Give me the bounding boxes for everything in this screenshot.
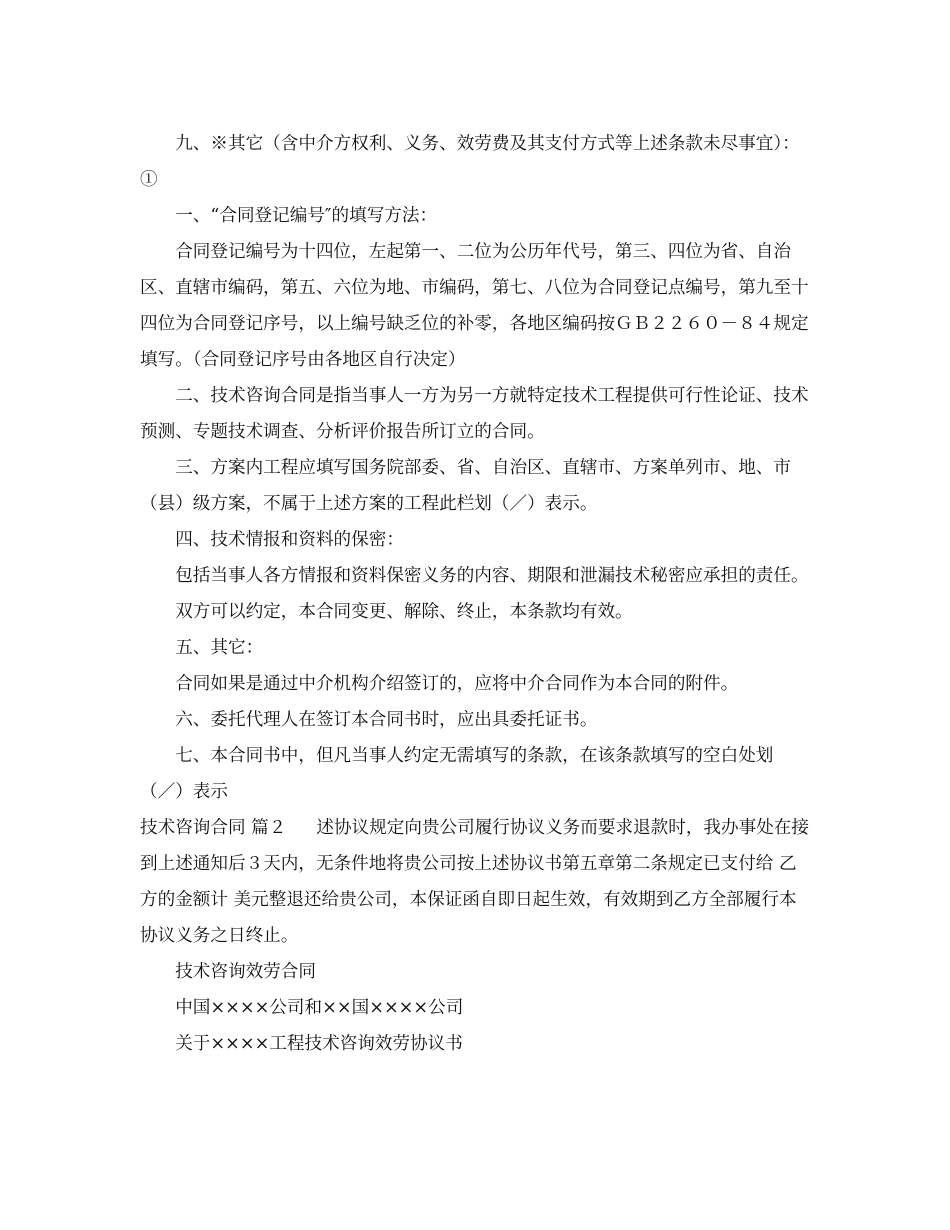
- section-2-body: 述协议规定向贵公司履行协议义务而要求退款时，我办事处在接到上述通知后３天内，无条件地将贵公司按上述协议书第五章第二条规定已支付给 乙方的金额计 美元整退还给贵公司，本保证函自即日起生效，有效期到乙方全部履行本协议义务之日终止。: [140, 818, 809, 946]
- paragraph: 七、本合同书中，但凡当事人约定无需填写的条款，在该条款填写的空白处划（／）表示: [140, 746, 774, 802]
- paragraph: 合同登记编号为十四位，左起第一、二位为公历年代号，第三、四位为省、自治区、直辖市编码，第五、六位为地、市编码，第七、八位为合同登记点编号，第九至十四位为合同登记序号，以上编号缺乏位的补零，各地区编码按ＧＢ２２６０－８４规定填写。（合同登记序号由各地区自行决定）: [140, 242, 809, 370]
- document-body: [140, 126, 812, 1062]
- paragraph: 五、其它：: [175, 638, 264, 658]
- paragraph: 六、委托代理人在签订本合同书时，应出具委托证书。: [175, 710, 598, 730]
- tail-paragraph: 技术咨询效劳合同: [175, 962, 316, 982]
- paragraph: 三、方案内工程应填写国务院部委、省、自治区、直辖市、方案单列市、地、市（县）级方案，不属于上述方案的工程此栏划（／）表示。: [140, 458, 791, 514]
- tail-paragraph: 关于××××工程技术咨询效劳协议书: [175, 1034, 463, 1054]
- section-2-paragraph: [140, 810, 812, 954]
- tail-paragraph: 中国××××公司和××国××××公司: [175, 998, 464, 1018]
- paragraph: 一、“合同登记编号″的填写方法：: [175, 206, 438, 226]
- section-2-heading: 技术咨询合同 篇２: [140, 818, 287, 838]
- paragraph: 双方可以约定，本合同变更、解除、终止，本条款均有效。: [175, 602, 633, 622]
- paragraph: 九、※其它（含中介方权利、义务、效劳费及其支付方式等上述条款未尽事宜）：①: [140, 134, 800, 190]
- paragraph: 四、技术情报和资料的保密：: [175, 530, 404, 550]
- paragraph: 合同如果是通过中介机构介绍签订的，应将中介合同作为本合同的附件。: [175, 674, 739, 694]
- paragraph: 包括当事人各方情报和资料保密义务的内容、期限和泄漏技术秘密应承担的责任。: [175, 566, 809, 586]
- paragraph: 二、技术咨询合同是指当事人一方为另一方就特定技术工程提供可行性论证、技术预测、专题技术调查、分析评价报告所订立的合同。: [140, 386, 809, 442]
